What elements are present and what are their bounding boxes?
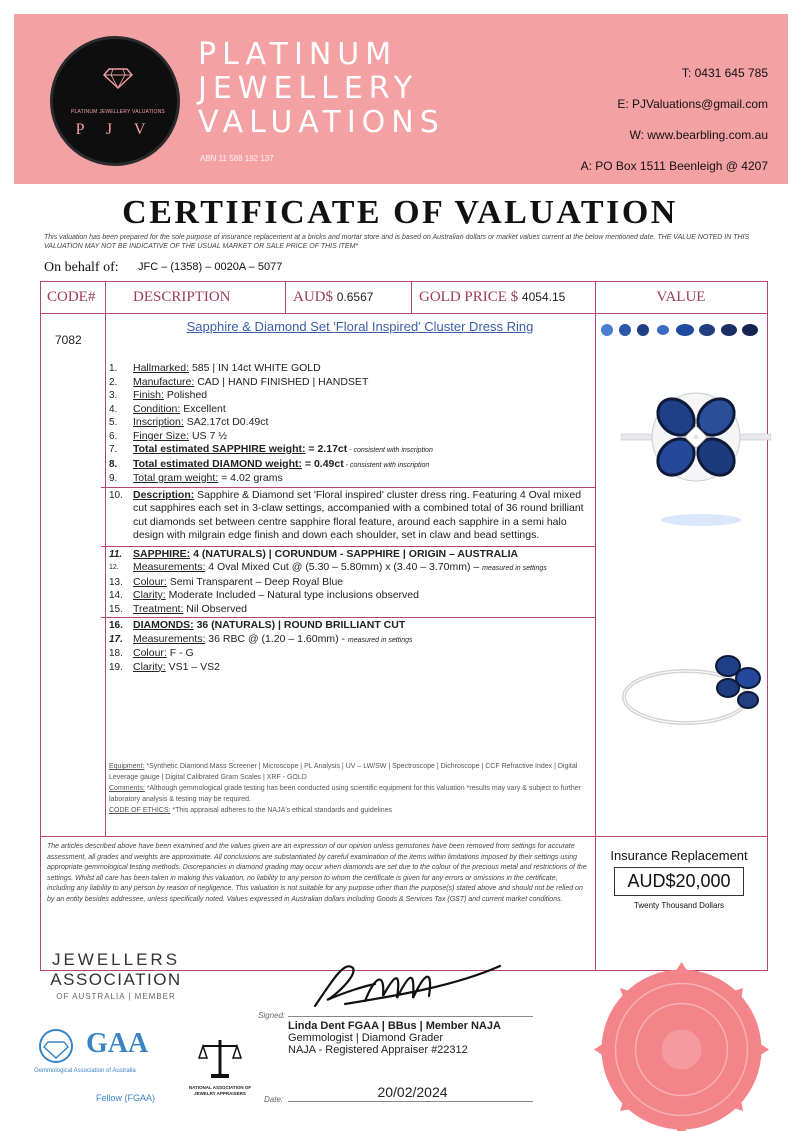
postal-address: A: PO Box 1511 Beenleigh @ 4207 bbox=[580, 159, 768, 173]
list-item: 18. Colour: F - G bbox=[109, 647, 194, 659]
phone: T: 0431 645 785 bbox=[681, 66, 768, 80]
signature-line bbox=[288, 1016, 533, 1017]
diamonds-header: 16. DIAMONDS: 36 (NATURALS) | ROUND BRILLIANT CUT bbox=[109, 619, 406, 631]
certificate-title: CERTIFICATE OF VALUATION bbox=[122, 194, 678, 231]
insurance-value bbox=[599, 848, 759, 910]
ring-reflection-image bbox=[656, 510, 746, 530]
gold-label: GOLD PRICE $ bbox=[419, 289, 519, 305]
signer-name: Linda Dent FGAA | BBus | Member NAJA bbox=[288, 1020, 501, 1032]
divider bbox=[41, 836, 767, 837]
list-item: 3. Finish: Polished bbox=[109, 389, 208, 401]
naja-text: NATIONAL ASSOCIATION OF JEWELRY APPRAISERS bbox=[188, 1085, 252, 1096]
divider bbox=[285, 282, 286, 313]
date-label: Date: bbox=[264, 1095, 284, 1104]
description-header: DESCRIPTION bbox=[133, 289, 231, 305]
divider bbox=[105, 282, 106, 313]
sapphire-weight: 7. Total estimated SAPPHIRE weight: = 2.17ct - consistent with inscription bbox=[109, 443, 433, 455]
certificate-date: 20/02/2024 bbox=[377, 1084, 448, 1100]
brand-line-1: PLATINUM bbox=[198, 37, 398, 72]
brand-line-2: JEWELLERY bbox=[198, 71, 419, 106]
gaa-emblem-icon bbox=[34, 1028, 78, 1064]
abn-number: ABN 11 588 192 137 bbox=[200, 154, 274, 163]
contact-block bbox=[581, 58, 768, 182]
sapphire-thumbnails-image bbox=[599, 322, 761, 338]
list-item: 12. Measurements: 4 Oval Mixed Cut @ (5.30 – 5.80mm) x (3.40 – 3.70mm) – measured in settings bbox=[109, 561, 547, 573]
sapphire-header: 11. SAPPHIRE: 4 (NATURALS) | CORUNDUM - SAPPHIRE | ORIGIN – AUSTRALIA bbox=[109, 547, 519, 560]
code-header: CODE# bbox=[47, 289, 96, 305]
diamond-icon bbox=[103, 67, 133, 89]
pjv-logo bbox=[50, 36, 180, 166]
ring-top-view-image bbox=[621, 382, 771, 502]
aud-label: AUD$ bbox=[293, 289, 333, 305]
fellow-label: Fellow (FGAA) bbox=[96, 1093, 156, 1103]
signature-image bbox=[305, 956, 505, 1016]
insurance-amount: AUD$20,000 bbox=[614, 867, 744, 896]
list-item: 6. Finger Size: US 7 ½ bbox=[109, 429, 227, 442]
list-item: 17. Measurements: 36 RBC @ (1.20 – 1.60mm) - measured in settings bbox=[109, 632, 413, 645]
signed-label: Signed: bbox=[258, 1011, 286, 1020]
gaa-logo bbox=[34, 1028, 149, 1074]
list-item: 2. Manufacture: CAD | HAND FINISHED | HANDSET bbox=[109, 375, 369, 388]
list-item: 13. Colour: Semi Transparent – Deep Royal Blue bbox=[109, 575, 344, 588]
signer-block bbox=[288, 1020, 501, 1056]
jaa-line-2: ASSOCIATION bbox=[50, 970, 182, 989]
table-header-row bbox=[41, 282, 767, 314]
naja-logo bbox=[180, 1036, 260, 1097]
comments-note: Comments: *Although gemmological grade testing has been conducted using scientific equipment for this valuation *results may vary & subject to further laboratory analysis & testing may be required. bbox=[109, 785, 581, 803]
gram-weight: 9. Total gram weight: = 4.02 grams bbox=[109, 472, 283, 484]
list-item: 19. Clarity: VS1 – VS2 bbox=[109, 660, 220, 673]
ring-side-view-image bbox=[616, 652, 776, 742]
behalf-reference: JFC – (1358) – 0020A – 5077 bbox=[138, 261, 283, 273]
insurance-label: Insurance Replacement bbox=[610, 848, 748, 863]
insurance-amount-words: Twenty Thousand Dollars bbox=[633, 901, 725, 910]
valuation-table bbox=[40, 281, 768, 971]
description-paragraph: 10. Description: Sapphire & Diamond set 'Floral inspired' cluster dress ring. Featuring 4 Oval mixed cut sapphires each set in 3-claw settings, accompanied with a combined total of 36 round brilliant cut diamonds set between centre sapphire floral feature, around each sapphire in a semi halo design with milgrain edge finish and down each shoulder, set in claw and bead settings. bbox=[109, 488, 584, 541]
item-details bbox=[109, 362, 596, 674]
item-code: 7082 bbox=[55, 333, 82, 347]
top-disclaimer: This valuation has been prepared for the sole purpose of insurance replacement at a bricks and mortar store and is based on Australian dollars or market values current at the below mentioned date. THE VALUE NOTED IN THIS VALUATION MAY NOT BE INDICATIVE OF THE USUAL MARKET OR SALE PRICE OF THIS ITEM* bbox=[44, 234, 750, 250]
list-item: 15. Treatment: Nil Observed bbox=[109, 602, 247, 615]
brand-line-3: VALUATIONS bbox=[198, 105, 445, 140]
jaa-logo bbox=[36, 950, 196, 1001]
signer-registration: NAJA - Registered Appraiser #22312 bbox=[288, 1044, 468, 1056]
letterhead-banner bbox=[14, 14, 788, 184]
list-item: 14. Clarity: Moderate Included – Natural type inclusions observed bbox=[109, 589, 419, 601]
divider bbox=[101, 487, 596, 488]
aud-rate bbox=[293, 282, 373, 313]
list-item: 4. Condition: Excellent bbox=[109, 402, 226, 415]
diamond-weight: 8. Total estimated DIAMOND weight: = 0.49ct - consistent with inscription bbox=[109, 457, 430, 470]
list-item: 1. Hallmarked: 585 | IN 14ct WHITE GOLD bbox=[109, 362, 321, 374]
bottom-disclaimer: The articles described above have been examined and the values given are an expression of our opinion unless gemstones have been removed from settings for accurate assessment, all grades and weights are approximate. All conclusions are substantiated by careful examination of the items within limitations imposed by their settings using appropriate gemmological testing methods. Discrepancies in diamond grading may occur when diamonds are set due to the colour of the precious metal and restrictions of the settings. Whilst all care has been taken in making this valuation, no liability to any person to whom the certificate is given for any errors or omissions in the certificate, including any liability to any person by reason of negligence. This valuation is not suitable for any purpose other than the purpose(s) stated above and should not be relied on by an entity besides addressee, unless specifically noted. Values expressed in Australian dollars including Goods & Services Tax (GST) and current market conditions. bbox=[47, 843, 587, 903]
date-line bbox=[288, 1101, 533, 1102]
divider bbox=[411, 282, 412, 313]
code-column-divider bbox=[105, 314, 106, 836]
jaa-line-1: JEWELLERS bbox=[51, 950, 181, 969]
divider bbox=[101, 546, 596, 547]
item-title: Sapphire & Diamond Set 'Floral Inspired' Cluster Dress Ring bbox=[186, 319, 534, 334]
scales-icon bbox=[195, 1036, 245, 1080]
gold-price bbox=[419, 282, 565, 313]
email[interactable]: E: PJValuations@gmail.com bbox=[617, 97, 768, 111]
list-item: 5. Inscription: SA2.17ct D0.49ct bbox=[109, 416, 269, 428]
ethics-note: CODE OF ETHICS: *This appraisal adheres to the NAJA's ethical standards and guidelines bbox=[109, 807, 393, 814]
value-header: VALUE bbox=[656, 289, 706, 305]
logo-initials: P J V bbox=[75, 121, 155, 138]
gold-value: 4054.15 bbox=[521, 290, 566, 304]
testing-notes bbox=[109, 761, 596, 816]
aud-value: 0.6567 bbox=[336, 290, 374, 304]
logo-small-text: PLATINUM JEWELLERY VALUATIONS bbox=[71, 109, 165, 115]
equipment-note: Equipment: *Synthetic Diamond Mass Screener | Microscope | PL Analysis | UV – LW/SW | Spectroscope | Dichroscope | CCF Refractive Index | Digital Leverage gauge | Digital Calibrated Gram Scales | XRF - GOLD bbox=[109, 763, 578, 781]
embossed-seal-image bbox=[594, 962, 769, 1131]
brand-name bbox=[198, 38, 445, 140]
gaa-subtitle: Gemmological Association of Australia bbox=[34, 1068, 136, 1074]
jaa-line-3: OF AUSTRALIA | MEMBER bbox=[56, 992, 176, 1001]
signer-title: Gemmologist | Diamond Grader bbox=[288, 1032, 444, 1044]
gaa-text: GAA bbox=[86, 1028, 149, 1059]
divider bbox=[101, 617, 596, 618]
website[interactable]: W: www.bearbling.com.au bbox=[629, 128, 768, 142]
behalf-label: On behalf of: bbox=[44, 260, 119, 275]
